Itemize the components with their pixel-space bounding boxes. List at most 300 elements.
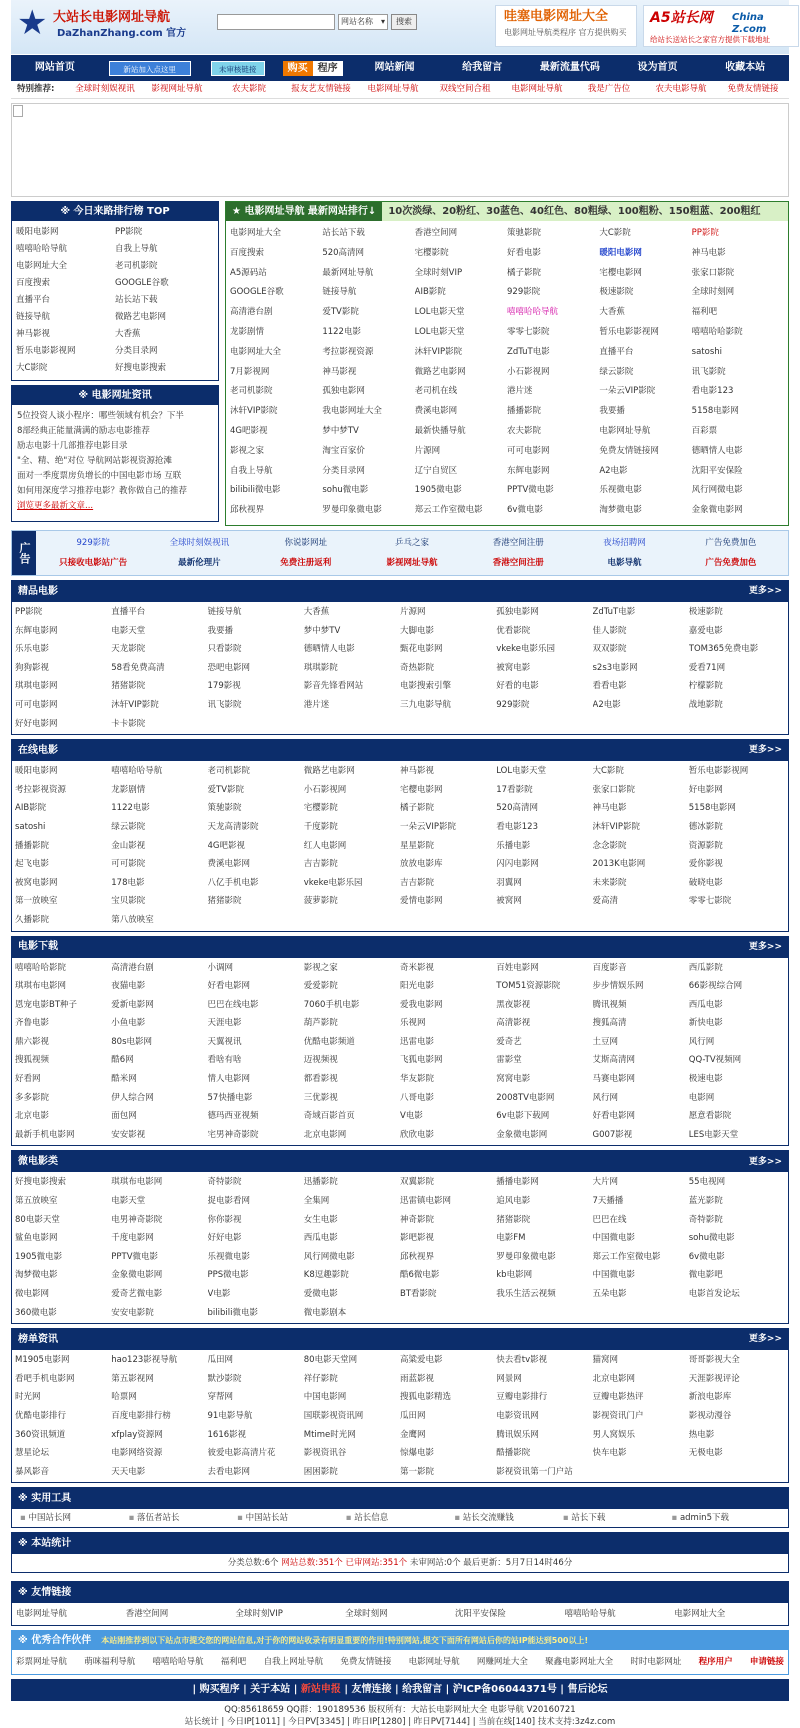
special-item[interactable]: 全球时刻娱视讯: [75, 84, 135, 95]
section-link[interactable]: 360微电影: [15, 1307, 57, 1318]
section-link[interactable]: 酷6微电影: [400, 1270, 440, 1281]
section-more-link[interactable]: 更多>>: [748, 1334, 782, 1345]
latest-site-item[interactable]: 看电影123: [691, 386, 734, 397]
section-link[interactable]: 影视动漫谷: [688, 1410, 732, 1421]
section-link[interactable]: 惊爆电影: [400, 1448, 435, 1459]
section-link[interactable]: 第一放映室: [15, 896, 58, 907]
friend-link[interactable]: 嘻嘻哈哈导航: [564, 1609, 616, 1620]
section-link[interactable]: 7060手机电影: [303, 999, 360, 1010]
latest-site-item[interactable]: 策驰影院: [507, 228, 542, 238]
section-link[interactable]: 微电影吧: [688, 1270, 723, 1281]
section-link[interactable]: 播播影院: [15, 840, 50, 851]
section-link[interactable]: 暂乐电影影视网: [688, 766, 749, 777]
section-link[interactable]: 宅樱电影网: [400, 784, 443, 795]
section-link[interactable]: 面包网: [111, 1111, 137, 1122]
latest-site-item[interactable]: 老司机影院: [230, 386, 273, 397]
news-item[interactable]: 8部经典正能量满满的励志电影推荐: [17, 426, 150, 436]
section-link[interactable]: 小调网: [207, 962, 234, 973]
latest-site-item[interactable]: 爱TV影院: [322, 307, 359, 318]
section-link[interactable]: 520高清网: [496, 803, 538, 814]
section-link[interactable]: 2013K电影网: [592, 859, 646, 870]
section-link[interactable]: 影视资讯第一门户站: [496, 1466, 573, 1477]
section-link[interactable]: 腾讯娱乐网: [496, 1429, 539, 1440]
search-type-select[interactable]: [338, 14, 388, 30]
section-link[interactable]: 爱看71网: [688, 662, 726, 673]
section-link[interactable]: 爱微电影: [303, 1289, 338, 1299]
section-link[interactable]: 甄花电影网: [400, 644, 443, 655]
site-logo[interactable]: [17, 4, 187, 46]
section-link[interactable]: 瓜田网: [207, 1355, 234, 1366]
section-link[interactable]: 高粱爱电影: [400, 1355, 443, 1366]
section-link[interactable]: 雷影堂: [496, 1055, 522, 1066]
section-link[interactable]: 嘻嘻哈哈导航: [111, 766, 163, 777]
section-more-link[interactable]: 更多>>: [748, 745, 782, 756]
section-link[interactable]: 高清影视: [496, 1018, 531, 1029]
latest-site-item[interactable]: 邱秋视界: [230, 505, 265, 516]
latest-site-item[interactable]: 宅樱影院: [414, 247, 449, 258]
rank-item[interactable]: 直播平台: [16, 295, 51, 305]
section-link[interactable]: 巴巴在线: [592, 1214, 627, 1225]
section-link[interactable]: 2008TV电影网: [496, 1092, 555, 1103]
section-link[interactable]: 影音先锋看网站: [303, 681, 364, 692]
section-link[interactable]: 捉电影看网: [207, 1196, 251, 1207]
section-link[interactable]: 80电影天堂网: [303, 1355, 358, 1366]
coop-link[interactable]: 电影网址导航: [408, 1657, 460, 1668]
section-link[interactable]: 无极电影: [688, 1448, 723, 1459]
section-link[interactable]: 绿云影院: [111, 821, 146, 832]
section-link[interactable]: 风行网: [592, 1092, 619, 1103]
latest-site-item[interactable]: 百彩票: [691, 425, 718, 436]
section-link[interactable]: 沐轩VIP影院: [592, 821, 640, 832]
section-link[interactable]: 猫窝网: [592, 1355, 619, 1366]
section-link[interactable]: 狗狗影视: [15, 662, 50, 673]
section-link[interactable]: 宅樱影院: [303, 803, 338, 814]
section-link[interactable]: 大脚电影: [400, 625, 435, 636]
latest-site-item[interactable]: 片源网: [414, 445, 441, 456]
section-link[interactable]: AIB影院: [15, 803, 47, 814]
latest-site-item[interactable]: 6v微电影: [507, 505, 543, 516]
section-link[interactable]: 德晒情人电影: [303, 644, 355, 655]
latest-site-item[interactable]: 小石影视网: [507, 366, 550, 377]
section-link[interactable]: 步步情娱乐网: [592, 981, 644, 992]
section-more-link[interactable]: 更多>>: [748, 1156, 782, 1167]
latest-site-item[interactable]: sohu微电影: [322, 485, 369, 496]
section-link[interactable]: 巴巴在线电影: [207, 999, 259, 1010]
section-link[interactable]: 优看影院: [496, 625, 531, 636]
latest-site-item[interactable]: ZdTuT电影: [507, 346, 550, 357]
header-ad-partners[interactable]: [643, 5, 799, 47]
section-link[interactable]: TOM51资源影院: [496, 981, 561, 992]
latest-site-item[interactable]: 1122电影: [322, 326, 361, 337]
section-link[interactable]: 天天电影: [111, 1466, 146, 1477]
section-link[interactable]: 电影天堂: [111, 625, 146, 636]
special-item[interactable]: 影视网址导航: [151, 84, 203, 95]
latest-site-item[interactable]: 自我上导航: [230, 465, 273, 476]
section-link[interactable]: 你你影视: [207, 1214, 242, 1225]
coop-link[interactable]: 福利吧: [220, 1657, 247, 1668]
rank-item[interactable]: 老司机影院: [115, 261, 158, 271]
section-link[interactable]: K8逗趣影院: [303, 1270, 349, 1281]
latest-site-item[interactable]: 神马电影: [691, 247, 726, 258]
rank-item[interactable]: 链接导航: [16, 312, 51, 322]
latest-site-item[interactable]: 金象微电影网: [691, 505, 743, 516]
section-link[interactable]: 6v电影下载网: [496, 1111, 550, 1122]
latest-site-item[interactable]: 1905微电影: [414, 485, 462, 496]
coop-link[interactable]: 萌咪福利导航: [84, 1657, 136, 1668]
latest-site-item[interactable]: 孤独电影网: [322, 386, 365, 397]
latest-site-item[interactable]: 分类目录网: [322, 465, 365, 476]
latest-site-item[interactable]: 大香蕉: [599, 307, 625, 318]
section-link[interactable]: 乐播电影: [496, 840, 531, 851]
section-link[interactable]: 嘻嘻哈哈影院: [15, 962, 67, 973]
section-link[interactable]: 资源影院: [688, 840, 723, 851]
section-link[interactable]: 葫芦影院: [303, 1018, 338, 1029]
section-link[interactable]: 大C影院: [592, 766, 624, 777]
rank-item[interactable]: 百度搜索: [16, 278, 51, 288]
section-link[interactable]: 电影网: [688, 1092, 715, 1103]
section-link[interactable]: 龙影剧情: [111, 784, 146, 795]
section-link[interactable]: 91电影导航: [207, 1410, 253, 1421]
section-link[interactable]: PPS微电影: [207, 1270, 249, 1281]
section-link[interactable]: 小石影视网: [303, 784, 347, 795]
section-link[interactable]: 西瓜影院: [688, 962, 723, 973]
section-link[interactable]: 神奇影院: [400, 1214, 435, 1225]
section-link[interactable]: 5158电影网: [688, 803, 736, 814]
latest-site-item[interactable]: 免费友情链接网: [599, 445, 659, 456]
section-link[interactable]: 电影FM: [496, 1233, 526, 1244]
section-link[interactable]: bilibili微电影: [207, 1307, 258, 1318]
latest-site-item[interactable]: 929影院: [507, 287, 541, 298]
section-link[interactable]: s2s3电影网: [592, 662, 638, 673]
section-link[interactable]: 破晓电影: [688, 877, 723, 888]
friend-link[interactable]: 全球时刻VIP: [235, 1609, 283, 1620]
section-link[interactable]: 橘子影院: [400, 803, 435, 814]
section-link[interactable]: LOL电影天堂: [496, 766, 547, 777]
nav-bookmark[interactable]: 收藏本站: [725, 62, 766, 73]
latest-site-item[interactable]: 费溪电影网: [414, 406, 458, 417]
latest-site-item[interactable]: 讯飞影院: [691, 366, 726, 377]
section-link[interactable]: 360资讯频道: [15, 1429, 66, 1440]
section-link[interactable]: M1905电影网: [15, 1355, 70, 1366]
nav-buy-program[interactable]: [283, 61, 343, 76]
section-link[interactable]: 西瓜电影: [688, 999, 723, 1010]
news-item[interactable]: "全、精、绝"对位 导航网站影视资源抢滩: [17, 456, 173, 466]
section-link[interactable]: 929影院: [496, 699, 530, 710]
latest-site-item[interactable]: 淘宝百家价: [322, 445, 365, 456]
section-link[interactable]: 北京电影网: [303, 1129, 347, 1140]
section-link[interactable]: 电男神奇影院: [111, 1214, 163, 1225]
latest-site-item[interactable]: 辽宁自贸区: [414, 465, 458, 476]
section-link[interactable]: 红人电影网: [303, 840, 347, 851]
section-link[interactable]: 神马电影: [592, 803, 627, 814]
section-link[interactable]: 困困影院: [303, 1466, 338, 1477]
tool-link[interactable]: ▪ 站长交流赚钱: [454, 1513, 563, 1523]
section-link[interactable]: 爱奇艺微电影: [111, 1289, 163, 1299]
section-link[interactable]: 暖阳电影网: [15, 766, 58, 777]
section-link[interactable]: 金象微电影网: [496, 1129, 548, 1140]
latest-site-item[interactable]: 张家口影院: [691, 267, 735, 278]
section-link[interactable]: 国联影视资讯网: [303, 1410, 364, 1421]
latest-site-item[interactable]: GOOGLE谷歌: [230, 287, 284, 298]
section-link[interactable]: 播播电影网: [496, 1177, 539, 1188]
section-link[interactable]: 全集网: [303, 1196, 330, 1207]
ad-item[interactable]: 广告免费加色: [705, 558, 757, 568]
section-link[interactable]: xfplay资源网: [111, 1429, 163, 1440]
section-link[interactable]: 看啥有啥: [207, 1055, 242, 1066]
latest-site-item[interactable]: 一朵云VIP影院: [599, 386, 656, 397]
section-link[interactable]: 58看免费高清: [111, 662, 165, 673]
section-link[interactable]: 大香蕉: [303, 607, 330, 617]
latest-site-item[interactable]: LOL电影天堂: [414, 326, 465, 337]
section-link[interactable]: 金鹰网: [400, 1429, 426, 1440]
latest-site-item[interactable]: 沐轩VIP影院: [414, 346, 463, 357]
section-link[interactable]: 暴风影音: [15, 1466, 50, 1477]
section-link[interactable]: 7天播播: [592, 1196, 624, 1207]
latest-site-item[interactable]: 7月影视网: [230, 366, 270, 377]
section-link[interactable]: 第五放映室: [15, 1196, 58, 1207]
special-item[interactable]: 电影网址导航: [367, 84, 419, 95]
section-link[interactable]: 55电视网: [688, 1177, 726, 1188]
section-link[interactable]: 念念影院: [592, 840, 627, 851]
latest-site-item[interactable]: 德晒情人电影: [691, 445, 743, 456]
section-link[interactable]: 伊人综合网: [111, 1092, 154, 1103]
section-link[interactable]: 梦中梦TV: [303, 625, 341, 636]
section-link[interactable]: 看吧手机电影网: [15, 1373, 75, 1384]
ad-item[interactable]: 你说影网址: [284, 538, 327, 548]
section-link[interactable]: 慧星论坛: [15, 1448, 50, 1459]
section-link[interactable]: 80电影天堂: [15, 1214, 60, 1225]
section-link[interactable]: 微路艺电影网: [303, 766, 355, 777]
section-link[interactable]: 华友影院: [400, 1074, 435, 1085]
section-link[interactable]: 起飞电影: [15, 859, 50, 870]
section-link[interactable]: 德玛西亚视频: [207, 1111, 259, 1122]
section-link[interactable]: kb电影网: [496, 1270, 533, 1281]
section-link[interactable]: 迈视频视: [303, 1055, 338, 1066]
section-link[interactable]: 鼎六影视: [15, 1036, 50, 1047]
latest-site-item[interactable]: 老司机在线: [414, 386, 458, 397]
rank-item[interactable]: 大C影院: [16, 363, 48, 373]
section-link[interactable]: 阳光电影: [400, 981, 435, 992]
ad-item[interactable]: 夜场招聘网: [603, 538, 646, 548]
section-link[interactable]: ZdTuT电影: [592, 607, 636, 617]
section-link[interactable]: 微电影网: [15, 1289, 50, 1299]
section-link[interactable]: 多多影院: [15, 1092, 50, 1103]
section-link[interactable]: 时光网: [15, 1392, 41, 1403]
section-link[interactable]: 酷播影院: [496, 1448, 531, 1459]
section-link[interactable]: 讯飞影院: [207, 699, 242, 710]
section-link[interactable]: 宝贝影院: [111, 896, 146, 907]
nav-latest-code[interactable]: 最新流量代码: [539, 62, 600, 73]
section-link[interactable]: 电影首发论坛: [688, 1289, 740, 1299]
section-link[interactable]: 直播平台: [111, 607, 146, 617]
nav-unreviewed-button[interactable]: 未审核链接: [211, 61, 265, 76]
ad-item[interactable]: 只接收电影站广告: [59, 558, 128, 568]
section-link[interactable]: 可可电影网: [15, 699, 58, 710]
section-link[interactable]: 德冰影院: [688, 821, 723, 832]
section-link[interactable]: 郑云工作室微电影: [592, 1251, 661, 1262]
section-link[interactable]: 黑夜影视: [496, 999, 531, 1010]
section-link[interactable]: 港片迷: [303, 699, 330, 710]
section-link[interactable]: TOM365免费电影: [688, 644, 759, 655]
section-link[interactable]: satoshi: [15, 821, 46, 832]
special-item[interactable]: 双线空间合租: [439, 84, 491, 95]
section-link[interactable]: 艾斯高清网: [592, 1055, 636, 1066]
rank-item[interactable]: 暖阳电影网: [16, 227, 59, 237]
section-link[interactable]: 奇特影院: [688, 1214, 723, 1225]
section-link[interactable]: 佳人影院: [592, 625, 627, 636]
rank-item[interactable]: 自我上导航: [115, 244, 158, 254]
section-link[interactable]: 迅雷镇电影网: [400, 1196, 452, 1207]
news-item[interactable]: 面对一季度票房负增长的中国电影市场 互联: [17, 471, 182, 481]
section-link[interactable]: 好看电影网: [207, 981, 251, 992]
section-link[interactable]: 神马影视: [400, 766, 435, 777]
latest-site-item[interactable]: 嘻嘻哈哈影院: [691, 326, 743, 337]
section-link[interactable]: 柠檬影院: [688, 681, 723, 692]
nav-join-button[interactable]: 新站加入点这里: [109, 61, 191, 76]
section-link[interactable]: 爱TV影院: [207, 784, 245, 795]
latest-site-item[interactable]: 直播平台: [599, 346, 634, 357]
latest-site-item[interactable]: 乐视微电影: [599, 485, 642, 496]
section-link[interactable]: 新浪电影库: [688, 1392, 732, 1403]
section-link[interactable]: 张家口影院: [592, 784, 636, 795]
nav-home[interactable]: 网站首页: [34, 62, 75, 73]
latest-site-item[interactable]: PPTV微电影: [507, 485, 554, 496]
section-link[interactable]: 罗曼印象微电影: [496, 1251, 556, 1262]
latest-site-item[interactable]: 暂乐电影影视网: [599, 326, 659, 337]
section-link[interactable]: 策驰影院: [207, 803, 242, 814]
latest-site-item[interactable]: 站长站下载: [322, 228, 365, 238]
footer-links2[interactable]: | 友情连接 | 给我留言 | 沪ICP备06044371号 | 售后论坛: [344, 1684, 608, 1696]
latest-site-item[interactable]: 电影网址大全: [230, 228, 282, 238]
ad-item[interactable]: 929影院: [76, 538, 110, 548]
section-link[interactable]: 高清港台剧: [111, 962, 154, 973]
latest-site-item[interactable]: 农夫影院: [507, 425, 542, 436]
section-link[interactable]: 一朵云VIP影院: [400, 821, 456, 832]
ad-item[interactable]: 全球时刻娱视讯: [169, 538, 230, 548]
section-link[interactable]: 66影视综合网: [688, 981, 743, 992]
section-link[interactable]: 马赛电影网: [592, 1074, 636, 1085]
section-link[interactable]: 6v微电影: [688, 1251, 725, 1262]
latest-site-item[interactable]: 最新网址导航: [322, 267, 374, 278]
latest-site-item[interactable]: 港片迷: [507, 386, 533, 397]
section-link[interactable]: 178电影: [111, 877, 145, 888]
section-link[interactable]: vkeke电影乐园: [303, 877, 363, 888]
latest-site-item[interactable]: 影视之家: [230, 445, 265, 456]
section-link[interactable]: 费溪电影网: [207, 859, 251, 870]
section-link[interactable]: 酷米网: [111, 1074, 137, 1085]
section-link[interactable]: 第五影视网: [111, 1373, 154, 1384]
rank-item[interactable]: PP影院: [115, 227, 143, 237]
latest-site-item[interactable]: satoshi: [691, 346, 723, 357]
nav-message[interactable]: 给我留言: [462, 62, 503, 73]
section-link[interactable]: 57快播电影: [207, 1092, 253, 1103]
latest-site-item[interactable]: 宅樱电影网: [599, 267, 642, 278]
tool-link[interactable]: ▪ admin5下载: [671, 1513, 780, 1523]
section-link[interactable]: 电影搜索引擎: [400, 681, 452, 692]
tool-link[interactable]: ▪ 中国站长站: [237, 1513, 346, 1523]
ad-item[interactable]: 乒乓之家: [394, 538, 429, 548]
section-link[interactable]: QQ-TV视频网: [688, 1055, 742, 1066]
section-link[interactable]: 被窝电影: [496, 662, 531, 673]
special-item[interactable]: 免费友情链接: [727, 84, 779, 95]
section-link[interactable]: 奇热影院: [400, 662, 435, 673]
coop-link[interactable]: 程序用户: [698, 1657, 733, 1668]
latest-site-item[interactable]: 沐轩VIP影院: [230, 406, 278, 417]
section-link[interactable]: 西瓜电影: [303, 1233, 338, 1244]
section-link[interactable]: 奇特影院: [207, 1177, 242, 1188]
section-link[interactable]: 爱你影视: [688, 859, 723, 870]
section-link[interactable]: 奇域百影首页: [303, 1111, 355, 1122]
latest-site-item[interactable]: 可可电影网: [507, 445, 550, 456]
section-link[interactable]: 片源网: [400, 607, 426, 617]
section-link[interactable]: 腾讯视频: [592, 999, 627, 1010]
latest-site-item[interactable]: 电影网址大全: [230, 346, 282, 357]
section-link[interactable]: 放放电影库: [400, 859, 443, 870]
section-link[interactable]: 搜狐视频: [15, 1055, 50, 1066]
section-link[interactable]: 三九电影导航: [400, 699, 452, 710]
rank-item[interactable]: 微路艺电影网: [115, 312, 167, 322]
section-link[interactable]: hao123影视导航: [111, 1355, 178, 1366]
latest-site-item[interactable]: 淘梦微电影: [599, 505, 642, 516]
latest-site-item[interactable]: 微路艺电影网: [414, 366, 466, 377]
section-link[interactable]: 琪琪电影网: [15, 681, 58, 692]
footer-links[interactable]: | 购买程序 | 关于本站 |: [192, 1684, 298, 1696]
friend-link[interactable]: 全球时刻网: [345, 1609, 388, 1620]
coop-link[interactable]: 时时电影网址: [630, 1657, 682, 1668]
section-link[interactable]: 被窝电影网: [15, 877, 58, 888]
section-link[interactable]: 电影网络资源: [111, 1448, 163, 1459]
friend-link[interactable]: 沈阳平安保险: [454, 1609, 506, 1620]
ad-item[interactable]: 最新伦理片: [178, 558, 221, 568]
section-link[interactable]: 新快电影: [688, 1018, 723, 1029]
section-link[interactable]: 双双影院: [592, 644, 627, 655]
section-link[interactable]: 沐轩VIP影院: [111, 699, 159, 710]
section-link[interactable]: 4G吧影视: [207, 840, 245, 851]
section-link[interactable]: 优酷电影排行: [15, 1410, 67, 1421]
section-link[interactable]: 八亿手机电影: [207, 877, 259, 888]
section-link[interactable]: 天龙影院: [111, 644, 146, 655]
latest-site-item[interactable]: PP影院: [691, 228, 719, 238]
latest-site-item[interactable]: 好看电影: [507, 247, 542, 258]
section-link[interactable]: 好看的电影: [496, 681, 539, 692]
section-link[interactable]: 小鱼电影: [111, 1018, 146, 1029]
section-link[interactable]: 天涯影视评论: [688, 1373, 740, 1384]
section-link[interactable]: 爱奇艺: [496, 1036, 522, 1047]
friend-link[interactable]: 电影网址大全: [674, 1609, 726, 1620]
section-link[interactable]: 最新手机电影网: [15, 1129, 75, 1140]
section-link[interactable]: 琪琪布电影网: [111, 1177, 163, 1188]
section-link[interactable]: 影视资讯谷: [303, 1448, 347, 1459]
section-link[interactable]: 爱我电影网: [400, 999, 443, 1010]
section-link[interactable]: 祥仔影院: [303, 1373, 338, 1384]
rank-item[interactable]: GOOGLE谷歌: [115, 278, 169, 288]
section-link[interactable]: 天龙高清影院: [207, 821, 259, 832]
section-link[interactable]: 只看影院: [207, 644, 242, 655]
section-link[interactable]: 爱情电影网: [400, 896, 443, 907]
section-link[interactable]: 百姓电影网: [496, 962, 539, 973]
section-link[interactable]: 中国电影网: [303, 1392, 347, 1403]
section-link[interactable]: 卡卡影院: [111, 718, 146, 729]
tool-link[interactable]: ▪ 落伍者站长: [129, 1513, 238, 1523]
section-link[interactable]: 链接导航: [207, 607, 242, 617]
section-link[interactable]: 北京电影: [15, 1111, 50, 1122]
section-link[interactable]: 安安电影院: [111, 1307, 154, 1318]
section-link[interactable]: 爱爱影院: [303, 981, 338, 992]
coop-link[interactable]: 嘻嘻哈哈导航: [152, 1657, 204, 1668]
special-item[interactable]: 电影网址导航: [511, 84, 563, 95]
special-item[interactable]: 农夫影院: [231, 84, 266, 95]
section-link[interactable]: 可可影院: [111, 859, 146, 870]
